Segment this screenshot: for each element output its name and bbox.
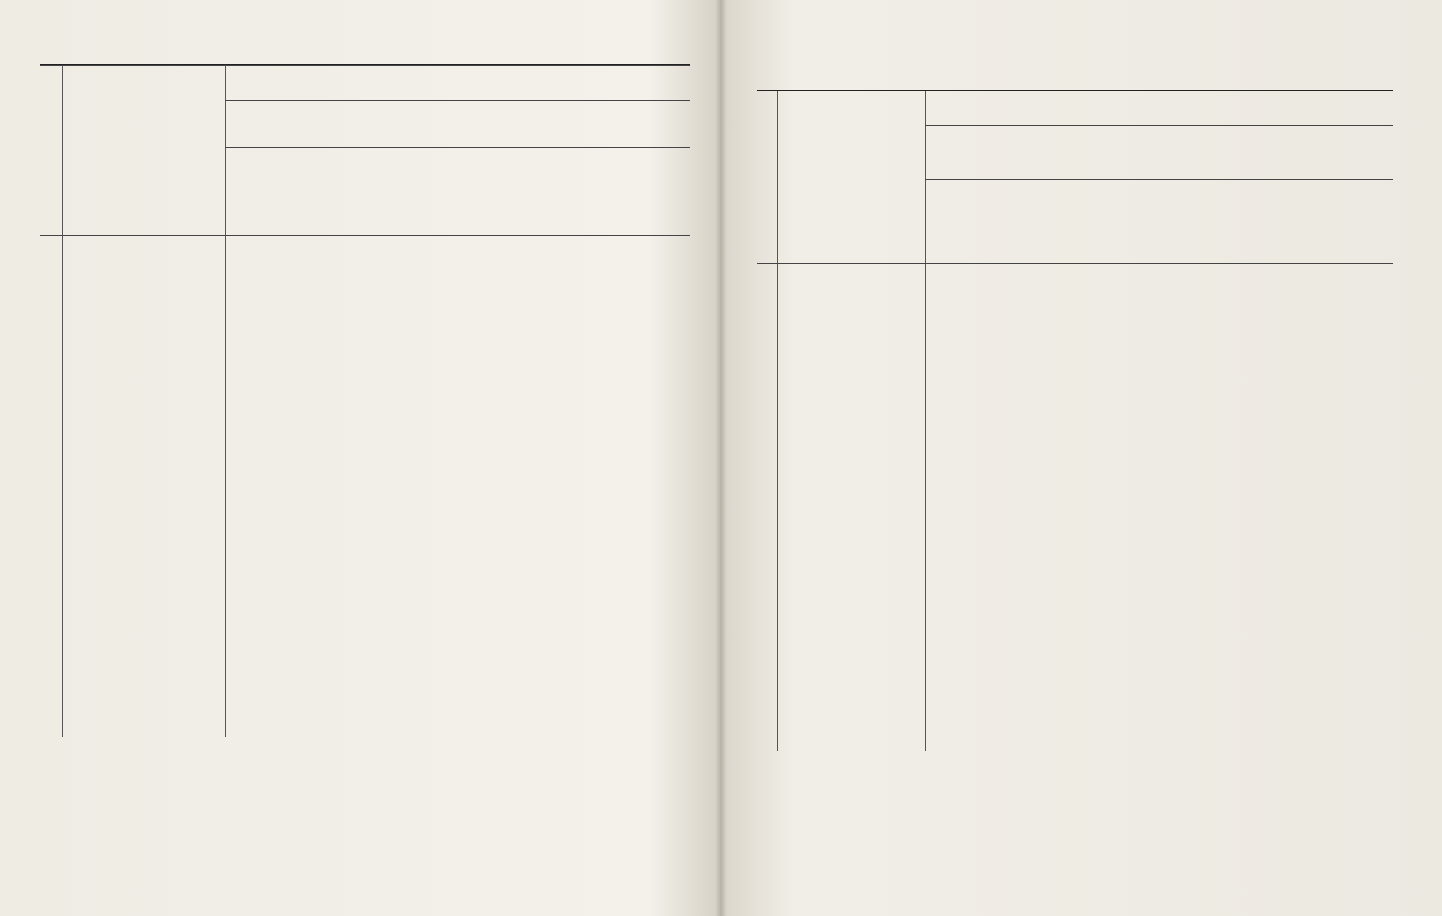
- right-page: [721, 0, 1442, 916]
- table-left: [40, 64, 690, 737]
- table-right: [757, 90, 1393, 751]
